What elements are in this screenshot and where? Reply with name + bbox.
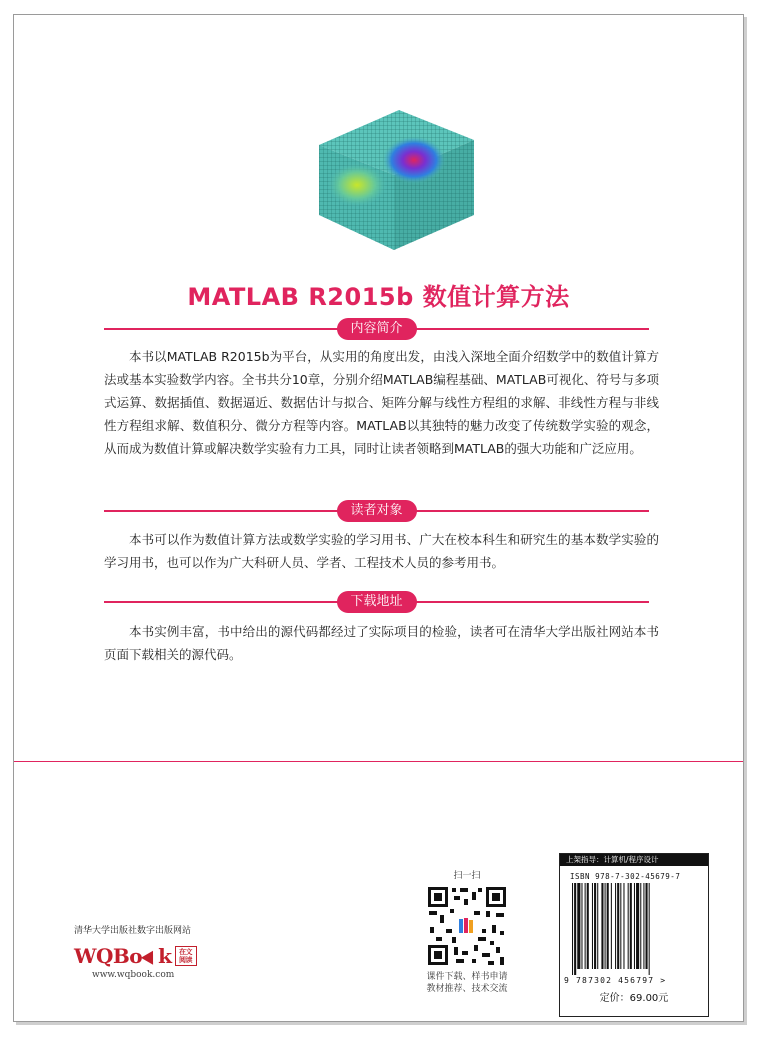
bottom-divider xyxy=(14,761,743,762)
publisher-url: www.wqbook.com xyxy=(92,970,175,980)
section-heading-intro xyxy=(104,318,649,340)
mesh-illustration xyxy=(299,105,489,255)
qr-caption-line2: 教材推荐、技术交流 xyxy=(426,984,508,994)
intro-paragraph: 本书以MATLAB R2015b为平台，从实用的角度出发，由浅入深地全面介绍数学中的数值计算方法或基本实验数学内容。全书共分10章，分别介绍MATLAB编程基础、MATLAB可视化、符号与多项式运算、数据插值、数据逼近、数据估计与拟合、矩阵分解与线性方程组的求解、非线性方程与非线性方程组求解、数值积分、微分方程等内容。MATLAB以其独特的魅力改变了传统数学实验的观念，从而成为数值计算或解决数学实验有力工具，同时让读者领略到MATLAB的强大功能和广泛应用。 xyxy=(104,349,659,456)
isbn-text: ISBN 978-7-302-45679-7 xyxy=(570,872,681,881)
qr-code-icon[interactable] xyxy=(426,885,508,967)
shelf-category: 上架指导：计算机/程序设计 xyxy=(560,854,708,866)
barcode-box xyxy=(559,853,709,1017)
barcode-icon xyxy=(570,883,698,975)
qr-block xyxy=(407,868,527,995)
audience-paragraph: 本书可以作为数值计算方法或数学实验的学习用书、广大在校本科生和研究生的基本数学实验的学习用书，也可以作为广大科研人员、学者、工程技术人员的参考用书。 xyxy=(104,532,659,570)
qr-scan-label: 扫一扫 xyxy=(453,871,481,881)
logo-arrow-icon xyxy=(141,947,159,964)
logo-stamp: 在文阅读 xyxy=(175,946,197,966)
section-label: 内容简介 xyxy=(336,318,416,340)
price-label: 定价：69.00元 xyxy=(599,993,669,1004)
section-label: 读者对象 xyxy=(336,500,416,522)
back-cover xyxy=(13,14,744,1022)
section-heading-audience xyxy=(104,500,649,522)
download-paragraph: 本书实例丰富，书中给出的源代码都经过了实际项目的检验，读者可在清华大学出版社网站本书页面下载相关的源代码。 xyxy=(104,624,659,662)
publisher-block xyxy=(74,923,254,980)
section-heading-download xyxy=(104,591,649,613)
barcode-digits: 9 787302 456797 > xyxy=(564,976,667,985)
book-title: MATLAB R2015b 数值计算方法 xyxy=(187,283,570,311)
qr-caption-line1: 课件下载、样书申请 xyxy=(426,972,508,982)
section-label: 下载地址 xyxy=(336,591,416,613)
publisher-site-name: 清华大学出版社数字出版网站 xyxy=(74,926,192,936)
publisher-logo: WQBo k 在文阅读 xyxy=(74,944,254,968)
